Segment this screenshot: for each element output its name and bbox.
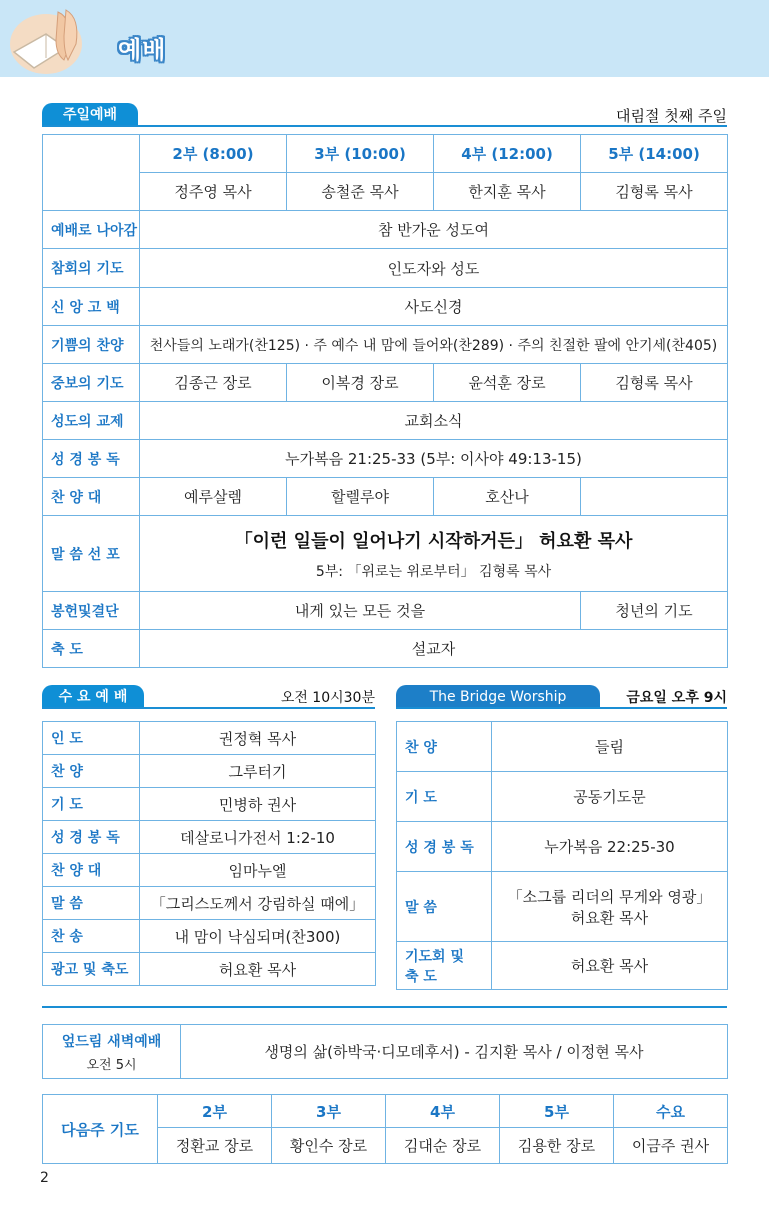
sunday-section-header xyxy=(42,103,727,127)
choir-cell: 예루살렘 xyxy=(140,478,287,516)
row-label: 성 경 봉 독 xyxy=(43,440,140,478)
row-value: 임마누엘 xyxy=(140,854,376,887)
bridge-label-line2: 축 도 xyxy=(405,968,437,985)
praise-value: 천사들의 노래가(찬125) · 주 예수 내 맘에 들어와(찬289) · 주의 친절한 팔에 안기세(찬405) xyxy=(140,326,728,364)
row-value: 「그리스도께서 강림하실 때에」 xyxy=(140,887,376,920)
next-prayer-name: 김대순 장로 xyxy=(386,1128,500,1164)
next-prayer-table xyxy=(42,1094,728,1164)
dawn-table xyxy=(42,1024,728,1079)
fellowship-value: 교회소식 xyxy=(140,402,728,440)
row-label: 광고 및 축도 xyxy=(43,953,140,986)
next-prayer-header: 3부 xyxy=(272,1095,386,1128)
dawn-value: 생명의 삶(하박국·디모데후서) - 김지환 목사 / 이정현 목사 xyxy=(181,1025,728,1079)
service-header: 4부 (12:00) xyxy=(434,135,581,173)
blessing-value: 설교자 xyxy=(140,630,728,668)
bridge-section-header xyxy=(396,685,727,709)
row-label: 성 경 봉 독 xyxy=(43,821,140,854)
row-label: 성도의 교제 xyxy=(43,402,140,440)
next-prayer-header: 4부 xyxy=(386,1095,500,1128)
row-value: 내 맘이 낙심되며(찬300) xyxy=(140,920,376,953)
service-header: 2부 (8:00) xyxy=(140,135,287,173)
dawn-label-cell xyxy=(43,1025,181,1079)
row-label: 성 경 봉 독 xyxy=(397,822,492,872)
next-prayer-name: 김용한 장로 xyxy=(500,1128,614,1164)
next-prayer-name: 이금주 권사 xyxy=(614,1128,728,1164)
sunday-subtitle: 대림절 첫째 주일 xyxy=(616,107,727,125)
call-to-worship-value: 참 반가운 성도여 xyxy=(140,211,728,249)
row-value xyxy=(492,872,728,942)
intercession-cell: 윤석훈 장로 xyxy=(434,364,581,402)
row-label: 말 씀 선 포 xyxy=(43,516,140,592)
next-prayer-header: 수요 xyxy=(614,1095,728,1128)
scripture-value: 누가복음 21:25-33 (5부: 이사야 49:13-15) xyxy=(140,440,728,478)
choir-cell: 호산나 xyxy=(434,478,581,516)
preacher-cell: 정주영 목사 xyxy=(140,173,287,211)
repentance-value: 인도자와 성도 xyxy=(140,249,728,288)
next-prayer-name: 정환교 장로 xyxy=(158,1128,272,1164)
intercession-cell: 김형록 목사 xyxy=(581,364,728,402)
row-label: 신 앙 고 백 xyxy=(43,288,140,326)
wednesday-tab: 수 요 예 배 xyxy=(42,685,144,709)
dawn-title: 엎드림 새벽예배 xyxy=(61,1033,162,1050)
wednesday-rule xyxy=(42,707,375,709)
creed-value: 사도신경 xyxy=(140,288,728,326)
row-value: 공동기도문 xyxy=(492,772,728,822)
bridge-sermon-title: 「소그룹 리더의 무게와 영광」 xyxy=(507,887,712,906)
page-number: 2 xyxy=(40,1170,49,1186)
row-value: 민병하 권사 xyxy=(140,788,376,821)
praying-hands-bible-icon xyxy=(6,4,98,76)
bridge-table xyxy=(396,721,728,990)
row-label: 찬 양 xyxy=(397,722,492,772)
sermon-sub: 5부: 「위로는 위로부터」 김형록 목사 xyxy=(315,563,552,580)
row-label xyxy=(397,942,492,990)
row-label: 찬 양 xyxy=(43,755,140,788)
blank-corner-cell xyxy=(43,135,140,211)
row-label: 기쁨의 찬양 xyxy=(43,326,140,364)
offering-value-5: 청년의 기도 xyxy=(581,592,728,630)
row-value: 데살로니가전서 1:2-10 xyxy=(140,821,376,854)
sermon-title: 「이런 일들이 일어나기 시작하거든」 허요환 목사 xyxy=(234,530,633,552)
row-label: 찬 양 대 xyxy=(43,854,140,887)
bridge-tab: The Bridge Worship xyxy=(396,685,600,709)
row-label: 중보의 기도 xyxy=(43,364,140,402)
offering-value: 내게 있는 모든 것을 xyxy=(140,592,581,630)
wednesday-table xyxy=(42,721,376,986)
row-value: 그루터기 xyxy=(140,755,376,788)
service-header: 3부 (10:00) xyxy=(287,135,434,173)
row-label: 찬 양 대 xyxy=(43,478,140,516)
preacher-cell: 김형록 목사 xyxy=(581,173,728,211)
row-label: 축 도 xyxy=(43,630,140,668)
next-prayer-header: 5부 xyxy=(500,1095,614,1128)
row-value: 허요환 목사 xyxy=(140,953,376,986)
page-header xyxy=(0,0,769,77)
intercession-cell: 이복경 장로 xyxy=(287,364,434,402)
row-value: 허요환 목사 xyxy=(492,942,728,990)
intercession-cell: 김종근 장로 xyxy=(140,364,287,402)
sunday-table xyxy=(42,134,728,668)
next-prayer-label: 다음주 기도 xyxy=(43,1095,158,1164)
sermon-cell xyxy=(140,516,728,592)
preacher-cell: 송철준 목사 xyxy=(287,173,434,211)
row-label: 찬 송 xyxy=(43,920,140,953)
bridge-rule xyxy=(396,707,727,709)
bridge-time: 금요일 오후 9시 xyxy=(626,690,727,706)
service-header: 5부 (14:00) xyxy=(581,135,728,173)
wednesday-section-header xyxy=(42,685,375,709)
wednesday-time: 오전 10시30분 xyxy=(280,690,375,706)
row-label: 인 도 xyxy=(43,722,140,755)
next-prayer-header: 2부 xyxy=(158,1095,272,1128)
row-value: 권정혁 목사 xyxy=(140,722,376,755)
choir-cell xyxy=(581,478,728,516)
sunday-tab: 주일예배 xyxy=(42,103,138,127)
bridge-sermon-speaker: 허요환 목사 xyxy=(570,908,649,927)
section-divider xyxy=(42,1006,727,1008)
row-label: 말 씀 xyxy=(43,887,140,920)
row-value: 들림 xyxy=(492,722,728,772)
row-label: 참회의 기도 xyxy=(43,249,140,288)
row-value: 누가복음 22:25-30 xyxy=(492,822,728,872)
row-label: 말 씀 xyxy=(397,872,492,942)
row-label: 기 도 xyxy=(43,788,140,821)
choir-cell: 할렐루야 xyxy=(287,478,434,516)
bridge-label-line1: 기도회 및 xyxy=(405,948,464,965)
page-title: 예배 xyxy=(118,36,167,64)
next-prayer-name: 황인수 장로 xyxy=(272,1128,386,1164)
row-label: 봉헌및결단 xyxy=(43,592,140,630)
dawn-time: 오전 5시 xyxy=(86,1057,137,1073)
preacher-cell: 한지훈 목사 xyxy=(434,173,581,211)
row-label: 예배로 나아감 xyxy=(43,211,140,249)
row-label: 기 도 xyxy=(397,772,492,822)
